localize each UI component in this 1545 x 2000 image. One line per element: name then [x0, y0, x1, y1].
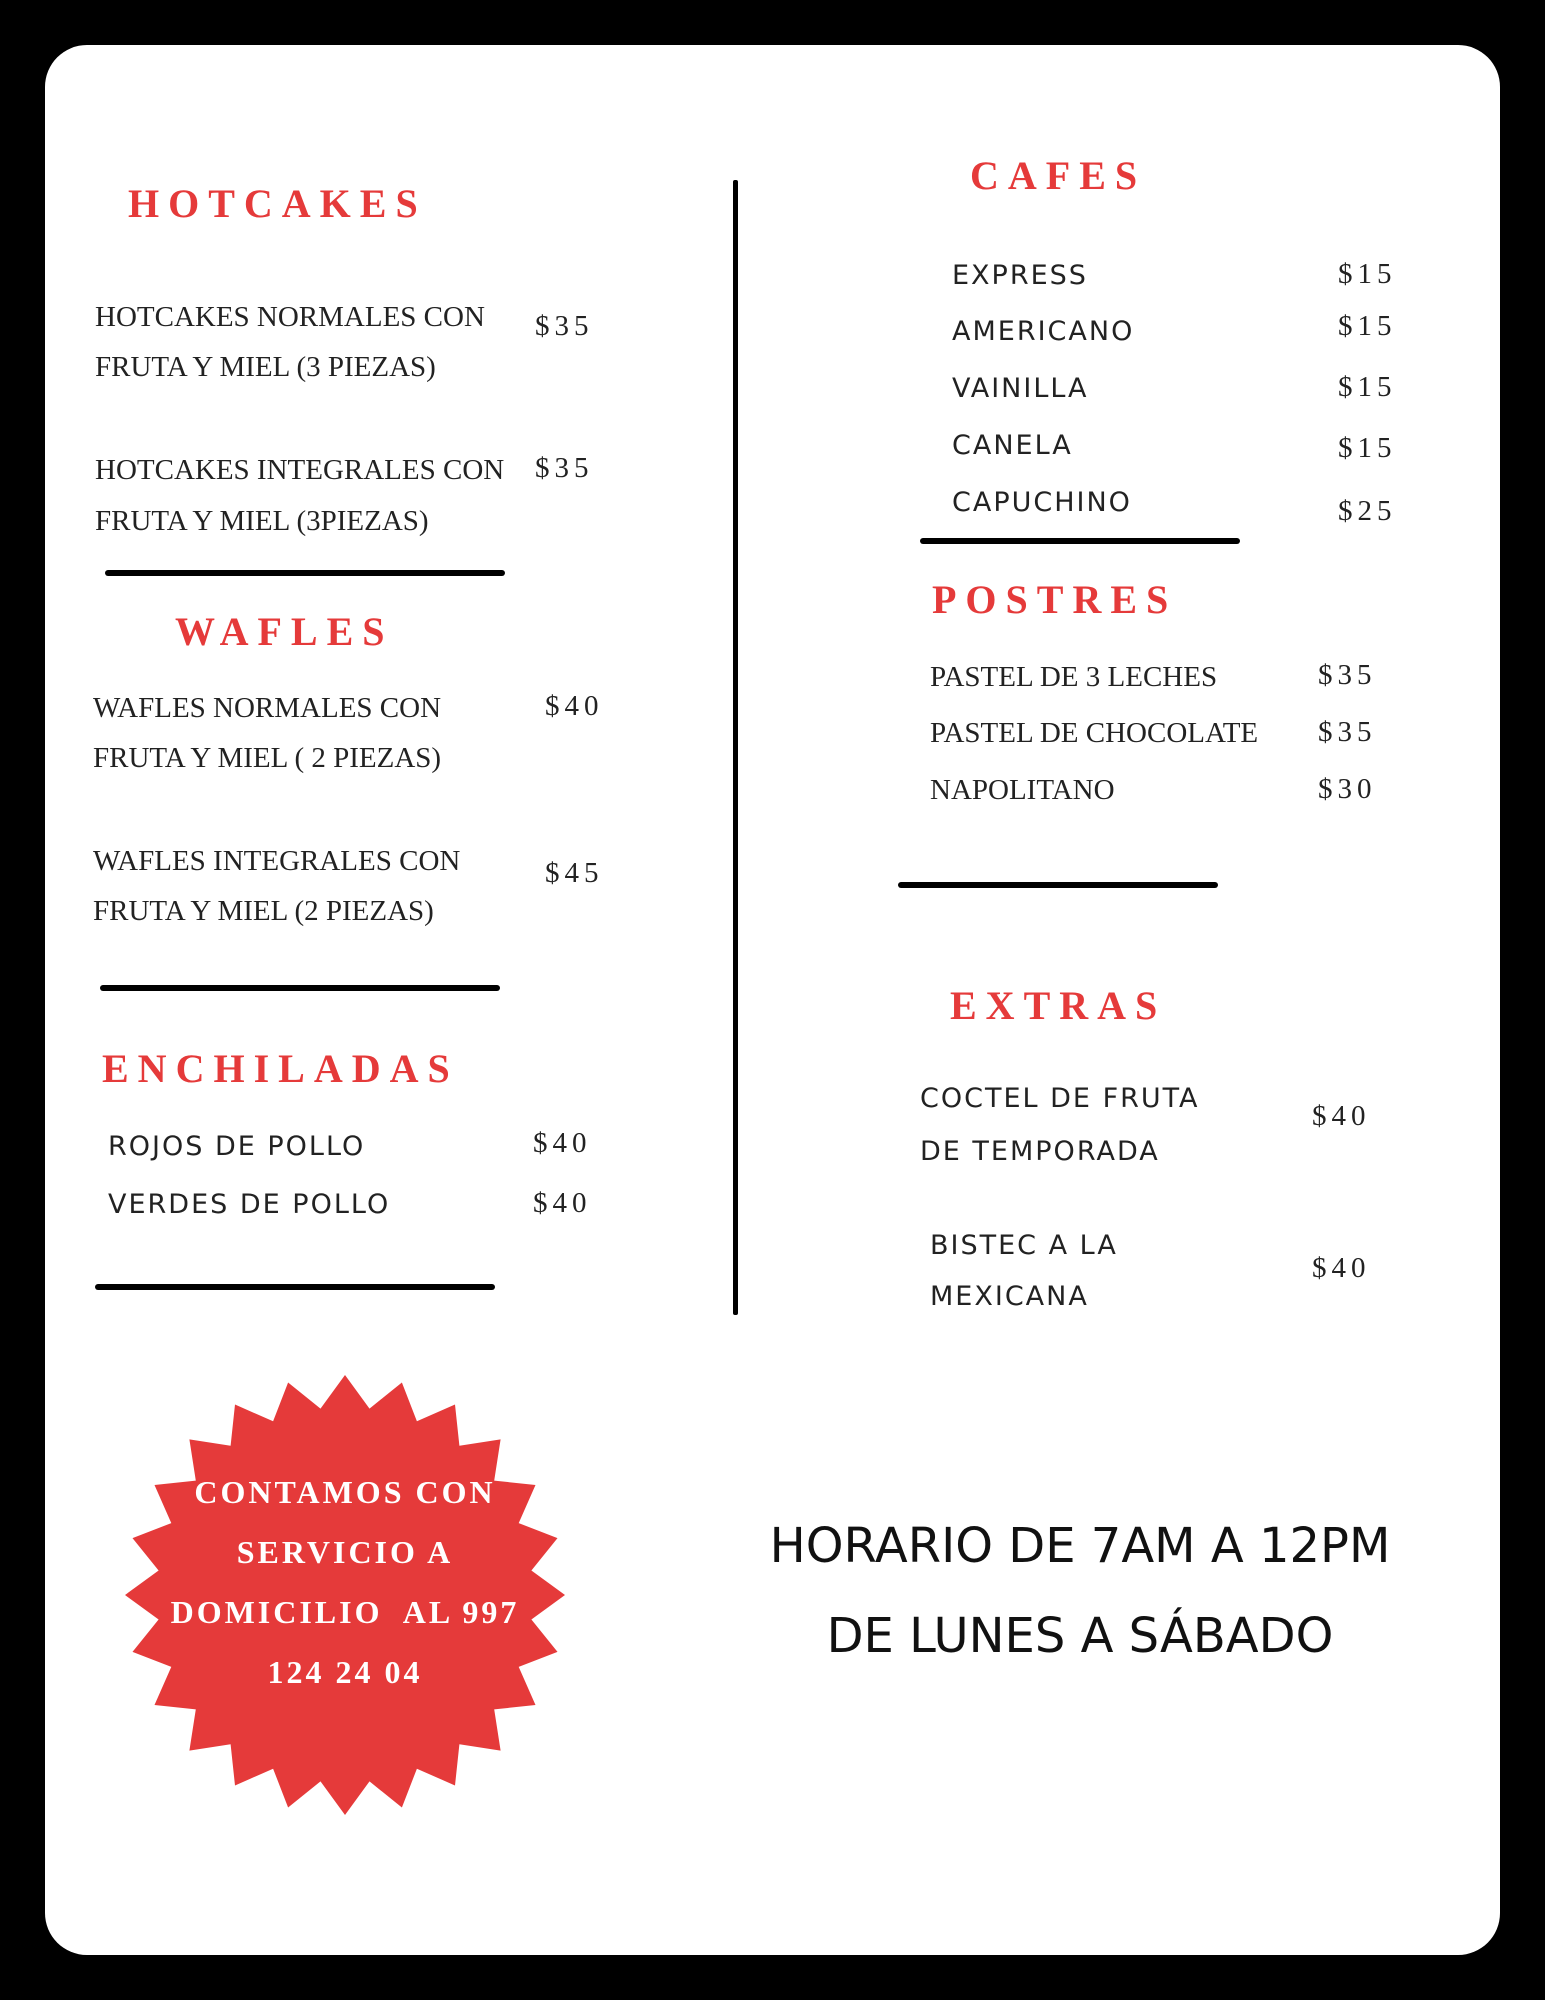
- postres-item-3-name: NAPOLITANO: [930, 774, 1115, 806]
- enchiladas-item-2-name: VERDES DE POLLO: [108, 1189, 391, 1220]
- postres-item-3-price: $30: [1318, 773, 1377, 805]
- hotcakes-divider: [105, 570, 505, 576]
- wafles-item-2-line1: WAFLES INTEGRALES CON: [93, 845, 461, 877]
- postres-divider: [898, 882, 1218, 888]
- column-divider: [733, 180, 738, 1315]
- cafes-item-1-name: EXPRESS: [952, 260, 1088, 291]
- extras-heading: EXTRAS: [950, 983, 1167, 1028]
- wafles-item-2-price: $45: [545, 857, 604, 889]
- wafles-item-2-line2: FRUTA Y MIEL (2 PIEZAS): [93, 895, 434, 927]
- hotcakes-item-2-line1: HOTCAKES INTEGRALES CON: [95, 454, 505, 486]
- wafles-heading: WAFLES: [175, 609, 394, 654]
- cafes-item-4-name: CANELA: [952, 430, 1073, 461]
- wafles-divider: [100, 985, 500, 991]
- extras-item-1-price: $40: [1312, 1100, 1371, 1132]
- postres-item-2-price: $35: [1318, 716, 1377, 748]
- hotcakes-item-2-line2: FRUTA Y MIEL (3PIEZAS): [95, 505, 429, 537]
- cafes-item-3-name: VAINILLA: [952, 373, 1089, 404]
- cafes-item-5-price: $25: [1338, 495, 1397, 527]
- cafes-heading: CAFES: [970, 153, 1147, 198]
- hotcakes-item-1-price: $35: [535, 310, 594, 342]
- postres-item-1-price: $35: [1318, 659, 1377, 691]
- wafles-item-1-line1: WAFLES NORMALES CON: [93, 692, 442, 724]
- cafes-item-1-price: $15: [1338, 258, 1397, 290]
- cafes-item-3-price: $15: [1338, 371, 1397, 403]
- cafes-divider: [920, 538, 1240, 544]
- delivery-line-4: 124 24 04: [267, 1654, 423, 1690]
- postres-item-1-name: PASTEL DE 3 LECHES: [930, 661, 1218, 693]
- extras-item-1-line2: DE TEMPORADA: [920, 1136, 1160, 1167]
- extras-item-1-line1: COCTEL DE FRUTA: [920, 1083, 1200, 1114]
- cafes-item-4-price: $15: [1338, 432, 1397, 464]
- cafes-item-2-name: AMERICANO: [952, 316, 1135, 347]
- hotcakes-item-1-line2: FRUTA Y MIEL (3 PIEZAS): [95, 351, 436, 383]
- extras-item-2-line2: MEXICANA: [930, 1281, 1089, 1312]
- enchiladas-heading: ENCHILADAS: [102, 1046, 459, 1091]
- postres-item-2-name: PASTEL DE CHOCOLATE: [930, 717, 1259, 749]
- delivery-line-3: DOMICILIO AL 997: [170, 1594, 520, 1630]
- hotcakes-item-2-price: $35: [535, 452, 594, 484]
- delivery-stamp-text: [125, 1462, 565, 1702]
- cafes-item-2-price: $15: [1338, 310, 1397, 342]
- hours-line-1: HORARIO DE 7AM A 12PM: [769, 1518, 1391, 1574]
- enchiladas-item-1-price: $40: [533, 1127, 592, 1159]
- hours-line-2: DE LUNES A SÁBADO: [826, 1608, 1334, 1664]
- hotcakes-heading: HOTCAKES: [128, 181, 427, 226]
- extras-item-2-line1: BISTEC A LA: [930, 1230, 1118, 1261]
- wafles-item-1-line2: FRUTA Y MIEL ( 2 PIEZAS): [93, 742, 442, 774]
- postres-heading: POSTRES: [932, 577, 1178, 622]
- delivery-line-1: CONTAMOS CON: [194, 1474, 496, 1510]
- hotcakes-item-1-line1: HOTCAKES NORMALES CON: [95, 301, 485, 333]
- cafes-item-5-name: CAPUCHINO: [952, 487, 1132, 518]
- extras-item-2-price: $40: [1312, 1252, 1371, 1284]
- enchiladas-item-1-name: ROJOS DE POLLO: [108, 1131, 366, 1162]
- wafles-item-1-price: $40: [545, 690, 604, 722]
- delivery-line-2: SERVICIO A: [236, 1534, 454, 1570]
- enchiladas-divider: [95, 1284, 495, 1290]
- enchiladas-item-2-price: $40: [533, 1187, 592, 1219]
